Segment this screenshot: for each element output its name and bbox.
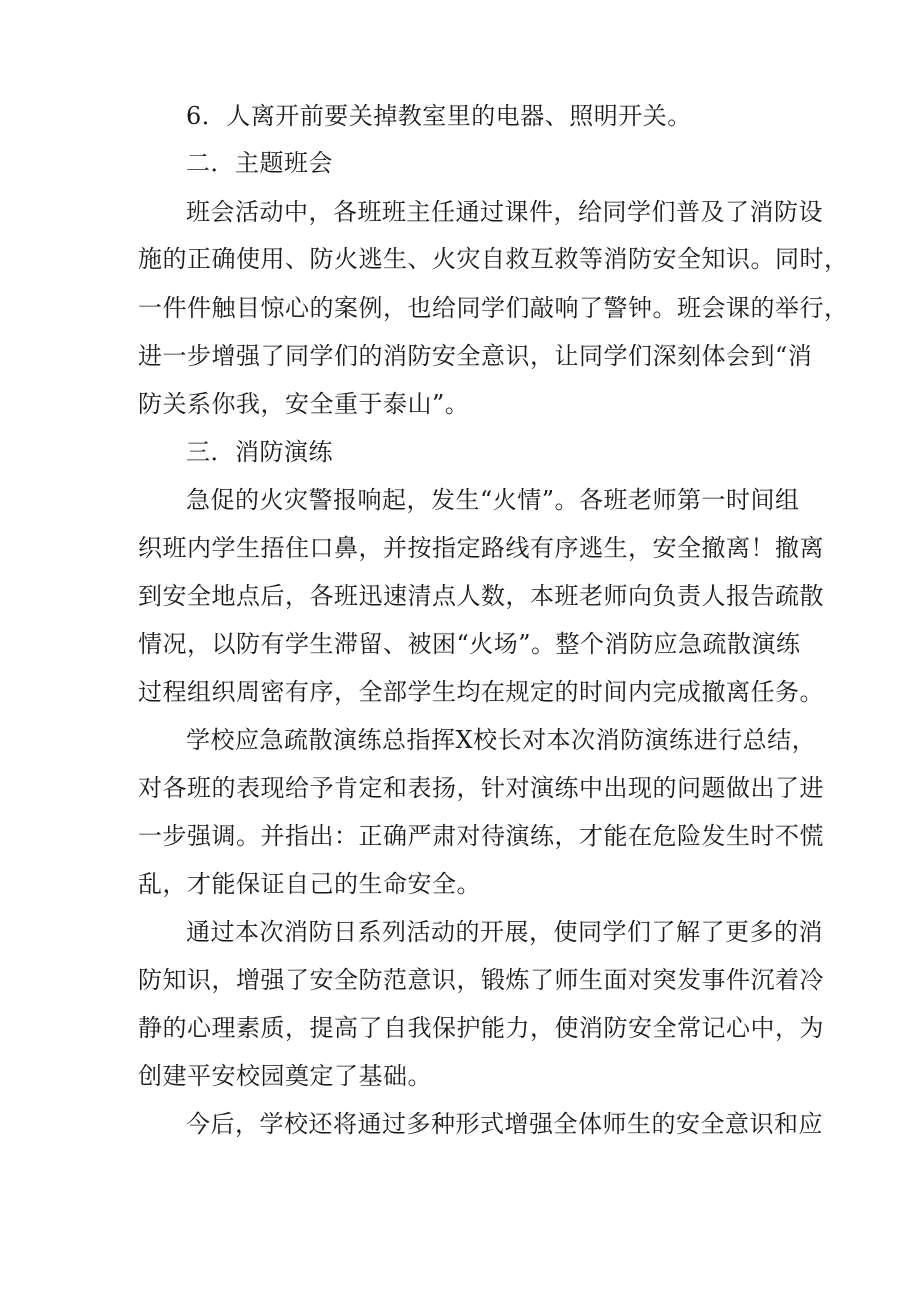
paragraph-line: 织班内学生捂住口鼻，并按指定路线有序逃生，安全撤离！撤离 [138, 534, 824, 562]
paragraph-line: 一步强调。并指出：正确严肃对待演练，才能在危险发生时不慌 [138, 822, 824, 850]
paragraph-line: 今后，学校还将通过多种形式增强全体师生的安全意识和应 [186, 1110, 823, 1138]
paragraph-line: 防知识，增强了安全防范意识，锻炼了师生面对突发事件沉着冷 [138, 966, 824, 994]
paragraph-line: 对各班的表现给予肯定和表扬，针对演练中出现的问题做出了进 [138, 774, 824, 802]
paragraph-line: 施的正确使用、防火逃生、火灾自救互救等消防安全知识。同时， [138, 245, 849, 273]
paragraph-line: 到安全地点后，各班迅速清点人数，本班老师向负责人报告疏散 [138, 582, 824, 610]
paragraph-line: 班会活动中，各班班主任通过课件，给同学们普及了消防设 [186, 198, 823, 226]
paragraph-line: 情况，以防有学生滞留、被困“火场”。整个消防应急疏散演练 [138, 630, 801, 658]
paragraph-line: 一件件触目惊心的案例，也给同学们敲响了警钟。班会课的举行， [138, 294, 849, 322]
paragraph-line: 进一步增强了同学们的消防安全意识，让同学们深刻体会到“消 [138, 342, 813, 370]
paragraph-line: 急促的火灾警报响起，发生“火情”。各班老师第一时间组 [186, 486, 800, 514]
paragraph-line: 学校应急疏散演练总指挥X校长对本次消防演练进行总结， [186, 726, 817, 754]
paragraph-line: 防关系你我，安全重于泰山”。 [138, 390, 470, 418]
section-heading-3: 三．消防演练 [186, 438, 333, 466]
list-item-6: 6．人离开前要关掉教室里的电器、照明开关。 [186, 102, 692, 130]
paragraph-line: 创建平安校园奠定了基础。 [138, 1062, 432, 1090]
paragraph-line: 静的心理素质，提高了自我保护能力，使消防安全常记心中，为 [138, 1014, 824, 1042]
paragraph-line: 通过本次消防日系列活动的开展，使同学们了解了更多的消 [186, 918, 823, 946]
section-heading-2: 二．主题班会 [186, 149, 333, 177]
paragraph-line: 过程组织周密有序，全部学生均在规定的时间内完成撤离任务。 [138, 678, 824, 706]
paragraph-line: 乱，才能保证自己的生命安全。 [138, 870, 481, 898]
